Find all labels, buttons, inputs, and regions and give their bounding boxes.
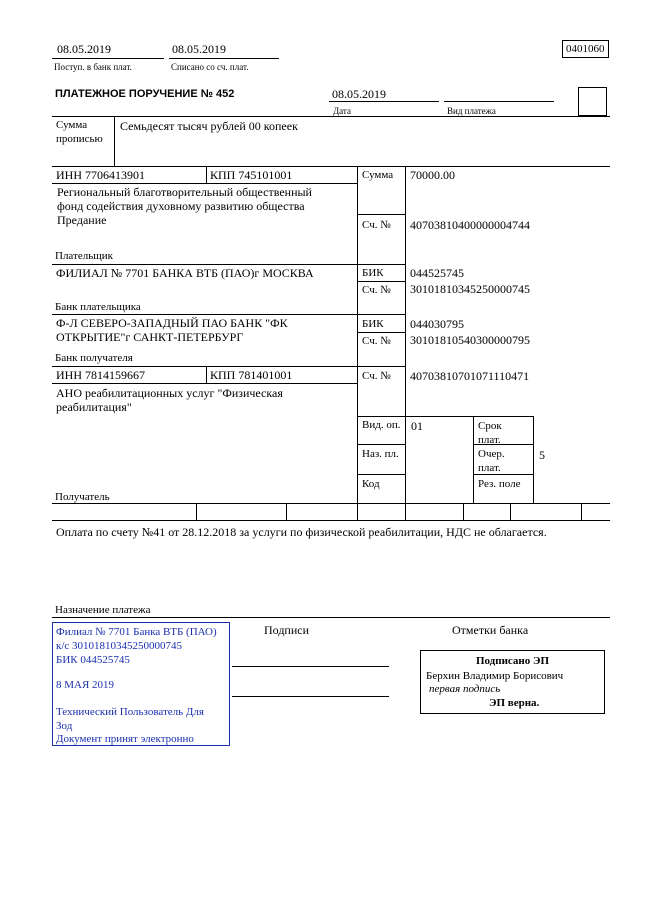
payer-kpp: КПП 745101001 (210, 168, 293, 182)
stamp-user-1: Технический Пользователь Для (56, 706, 204, 718)
payee-bank-label: Банк получателя (55, 352, 133, 364)
document-title: ПЛАТЕЖНОЕ ПОРУЧЕНИЕ № 452 (55, 88, 235, 100)
doc-date-label: Дата (333, 106, 351, 116)
e-signature-box (420, 650, 605, 714)
payment-type-label: Вид платежа (447, 106, 496, 116)
stamp-date: 8 МАЯ 2019 (56, 679, 115, 691)
purpose-text: Оплата по счету №41 от 28.12.2018 за услуги по физической реабилитации, НДС не облагается. (56, 525, 547, 539)
payer-bank-bik: 044525745 (410, 266, 464, 280)
vid-op-label: Вид. оп. (362, 419, 401, 431)
payee-inn: ИНН 7814159667 (56, 368, 145, 382)
signer-role: первая подпись (429, 683, 501, 695)
signed-label: Подписано ЭП (475, 655, 550, 667)
doc-date: 08.05.2019 (332, 87, 386, 101)
rez-label: Рез. поле (478, 478, 521, 490)
label-debited: Списано со сч. плат. (171, 62, 249, 72)
payer-label: Плательщик (55, 250, 113, 262)
amount-words-label-2: прописью (56, 133, 103, 145)
payer-bank-bik-label: БИК (362, 267, 384, 279)
payee-bank-acc-label: Сч. № (362, 335, 391, 347)
bank-marks-label: Отметки банка (452, 623, 529, 637)
payer-inn: ИНН 7706413901 (56, 168, 145, 182)
payee-name: АНО реабилитационных услуг "Физическая реабилитация" (56, 386, 283, 414)
amount-words-label-1: Сумма (56, 119, 88, 131)
vid-op-value: 01 (411, 419, 423, 433)
form-code-box (562, 40, 609, 58)
ocher-value: 5 (539, 448, 545, 462)
payer-name: Региональный благотворительный общественный фонд содействия духовному развитию общества Предание (57, 185, 312, 227)
purpose-label: Назначение платежа (55, 604, 151, 616)
amount-label: Сумма (362, 169, 394, 181)
payer-bank-acc-label: Сч. № (362, 284, 391, 296)
payee-kpp: КПП 781401001 (210, 368, 293, 382)
stamp-line3: БИК 044525745 (56, 654, 130, 666)
date-debited: 08.05.2019 (172, 42, 226, 56)
payee-acc-label: Сч. № (362, 370, 391, 382)
payer-bank-name: ФИЛИАЛ № 7701 БАНКА ВТБ (ПАО)г МОСКВА (56, 266, 314, 280)
kod-label: Код (362, 478, 380, 490)
payer-bank-label: Банк плательщика (55, 301, 141, 313)
payer-acc-label: Сч. № (362, 219, 391, 231)
date-received: 08.05.2019 (57, 42, 111, 56)
amount-value: 70000.00 (410, 168, 455, 182)
ocher-label: Очер. плат. (478, 448, 505, 474)
payee-bank-bik-label: БИК (362, 318, 384, 330)
stamp-note: Документ принят электронно (56, 733, 194, 745)
signer-name: Берхин Владимир Борисович (426, 670, 564, 682)
stamp-line2: к/с 30101810345250000745 (56, 640, 183, 652)
payee-label: Получатель (55, 491, 110, 503)
payee-bank-acc: 30101810540300000795 (410, 333, 530, 347)
signature-verified: ЭП верна. (489, 697, 540, 709)
payer-account: 40703810400000004744 (410, 218, 530, 232)
stamp-user-2: Зод (56, 720, 73, 732)
client-status-box (578, 87, 607, 116)
label-received: Поступ. в банк плат. (54, 62, 132, 72)
bank-stamp (52, 622, 230, 746)
naz-pl-label: Наз. пл. (362, 448, 399, 460)
form-code: 0401060 (566, 43, 605, 55)
stamp-line1: Филиал № 7701 Банка ВТБ (ПАО) (56, 626, 217, 638)
signatures-label: Подписи (264, 623, 310, 637)
payee-bank-name: Ф-Л СЕВЕРО-ЗАПАДНЫЙ ПАО БАНК "ФК ОТКРЫТИЕ"г САНКТ-ПЕТЕРБУРГ (56, 316, 288, 344)
payer-bank-acc: 30101810345250000745 (410, 282, 530, 296)
srok-label: Срок плат. (478, 420, 502, 446)
amount-words-value: Семьдесят тысяч рублей 00 копеек (120, 119, 298, 133)
payee-account: 40703810701071110471 (410, 369, 530, 383)
payee-bank-bik: 044030795 (410, 317, 464, 331)
